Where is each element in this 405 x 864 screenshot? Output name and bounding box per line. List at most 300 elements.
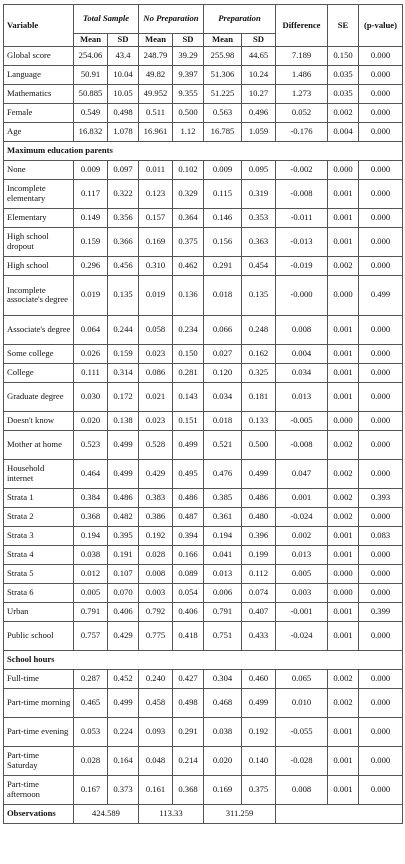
table-cell: 0.000 bbox=[359, 430, 403, 459]
row-label: High school dropout bbox=[4, 227, 74, 256]
table-cell: 0.000 bbox=[359, 621, 403, 650]
table-row bbox=[4, 430, 403, 459]
table-cell: 0.395 bbox=[108, 526, 139, 545]
row-label: Part-time Saturday bbox=[4, 746, 74, 775]
table-row bbox=[4, 507, 403, 526]
row-label: Urban bbox=[4, 602, 74, 621]
table-cell: 0.224 bbox=[108, 717, 139, 746]
table-cell: 0.002 bbox=[328, 488, 359, 507]
table-cell: 254.06 bbox=[74, 46, 108, 65]
table-cell: 0.030 bbox=[74, 382, 108, 411]
table-cell: 0.454 bbox=[242, 256, 276, 275]
row-label: Incomplete elementary bbox=[4, 179, 74, 208]
table-cell: 0.001 bbox=[328, 363, 359, 382]
table-cell: 0.500 bbox=[173, 103, 204, 122]
table-cell: 0.460 bbox=[242, 669, 276, 688]
table-cell: 0.021 bbox=[139, 382, 173, 411]
table-cell: 10.05 bbox=[108, 84, 139, 103]
row-label: Graduate degree bbox=[4, 382, 74, 411]
observations-preparation: 311.259 bbox=[204, 804, 276, 823]
table-cell: 0.028 bbox=[74, 746, 108, 775]
table-cell: 0.112 bbox=[242, 564, 276, 583]
table-cell: 1.273 bbox=[276, 84, 328, 103]
table-cell: 0.169 bbox=[139, 227, 173, 256]
table-cell: 0.162 bbox=[242, 344, 276, 363]
table-cell: 0.133 bbox=[242, 411, 276, 430]
table-cell: 0.140 bbox=[242, 746, 276, 775]
table-row bbox=[4, 583, 403, 602]
table-cell: 0.000 bbox=[359, 227, 403, 256]
table-cell: 0.001 bbox=[328, 717, 359, 746]
table-row bbox=[4, 669, 403, 688]
table-cell: 0.001 bbox=[328, 208, 359, 227]
row-label: Strata 2 bbox=[4, 507, 74, 526]
table-cell: -0.024 bbox=[276, 507, 328, 526]
row-label: Full-time bbox=[4, 669, 74, 688]
table-cell: 0.138 bbox=[108, 411, 139, 430]
table-cell: 0.383 bbox=[139, 488, 173, 507]
table-cell: 0.164 bbox=[108, 746, 139, 775]
table-cell: 0.002 bbox=[328, 430, 359, 459]
table-cell: 0.399 bbox=[359, 602, 403, 621]
table-cell: 0.563 bbox=[204, 103, 242, 122]
table-cell: 0.386 bbox=[139, 507, 173, 526]
table-row bbox=[4, 688, 403, 717]
table-cell: 0.156 bbox=[204, 227, 242, 256]
difference-header: Difference bbox=[276, 5, 328, 47]
table-cell: 0.373 bbox=[108, 775, 139, 804]
table-cell: 0.001 bbox=[328, 602, 359, 621]
table-cell: 0.792 bbox=[139, 602, 173, 621]
table-cell: 0.161 bbox=[139, 775, 173, 804]
row-label: Part-time evening bbox=[4, 717, 74, 746]
table-cell: 0.407 bbox=[242, 602, 276, 621]
table-cell: 0.066 bbox=[204, 315, 242, 344]
table-cell: 0.115 bbox=[204, 179, 242, 208]
table-cell: 0.500 bbox=[242, 430, 276, 459]
table-cell: 0.406 bbox=[173, 602, 204, 621]
table-cell: 1.12 bbox=[173, 122, 204, 141]
table-cell: 0.511 bbox=[139, 103, 173, 122]
table-cell: 0.375 bbox=[242, 775, 276, 804]
table-row bbox=[4, 46, 403, 65]
section-header-row bbox=[4, 141, 403, 160]
table-cell: 0.486 bbox=[173, 488, 204, 507]
table-cell: 0.199 bbox=[242, 545, 276, 564]
table-cell: 0.136 bbox=[173, 275, 204, 315]
table-cell: 0.166 bbox=[173, 545, 204, 564]
table-cell: 0.005 bbox=[74, 583, 108, 602]
row-label: Global score bbox=[4, 46, 74, 65]
table-cell: 0.018 bbox=[204, 275, 242, 315]
mean-header: Mean bbox=[204, 34, 242, 47]
table-cell: 9.397 bbox=[173, 65, 204, 84]
header-group-row bbox=[4, 5, 403, 34]
table-cell: -0.176 bbox=[276, 122, 328, 141]
table-cell: 0.002 bbox=[276, 526, 328, 545]
table-cell: -0.055 bbox=[276, 717, 328, 746]
table-cell: 0.325 bbox=[242, 363, 276, 382]
row-label: High school bbox=[4, 256, 74, 275]
table-row bbox=[4, 275, 403, 315]
table-cell: 0.480 bbox=[242, 507, 276, 526]
table-cell: 0.240 bbox=[139, 669, 173, 688]
table-cell: 0.135 bbox=[242, 275, 276, 315]
table-cell: 0.375 bbox=[173, 227, 204, 256]
table-cell: 0.000 bbox=[359, 160, 403, 179]
table-cell: 0.020 bbox=[204, 746, 242, 775]
row-label: Elementary bbox=[4, 208, 74, 227]
row-label: Incomplete associate's degree bbox=[4, 275, 74, 315]
table-cell: 0.001 bbox=[328, 179, 359, 208]
table-cell: 0.123 bbox=[139, 179, 173, 208]
table-cell: 0.498 bbox=[108, 103, 139, 122]
observations-no-preparation: 113.33 bbox=[139, 804, 204, 823]
row-label: Strata 3 bbox=[4, 526, 74, 545]
table-cell: 0.000 bbox=[359, 179, 403, 208]
table-cell: 0.495 bbox=[173, 459, 204, 488]
table-cell: 51.306 bbox=[204, 65, 242, 84]
table-cell: 0.018 bbox=[204, 411, 242, 430]
row-label: Part-time afternoon bbox=[4, 775, 74, 804]
table-cell: 0.427 bbox=[173, 669, 204, 688]
row-label: Strata 6 bbox=[4, 583, 74, 602]
table-cell: 0.192 bbox=[139, 526, 173, 545]
table-cell: 0.353 bbox=[242, 208, 276, 227]
row-label: Female bbox=[4, 103, 74, 122]
table-row bbox=[4, 315, 403, 344]
table-row bbox=[4, 526, 403, 545]
table-cell: -0.013 bbox=[276, 227, 328, 256]
table-cell: 0.054 bbox=[173, 583, 204, 602]
se-header: SE bbox=[328, 5, 359, 47]
table-cell: 0.097 bbox=[108, 160, 139, 179]
table-cell: 0.791 bbox=[204, 602, 242, 621]
table-cell: 0.149 bbox=[74, 208, 108, 227]
table-cell: -0.011 bbox=[276, 208, 328, 227]
table-cell: -0.024 bbox=[276, 621, 328, 650]
table-cell: 0.000 bbox=[359, 459, 403, 488]
sd-header: SD bbox=[108, 34, 139, 47]
table-cell: 0.000 bbox=[359, 208, 403, 227]
section-label: Maximum education parents bbox=[4, 141, 403, 160]
table-cell: 0.001 bbox=[276, 488, 328, 507]
table-row bbox=[4, 621, 403, 650]
table-cell: 0.214 bbox=[173, 746, 204, 775]
table-cell: 0.028 bbox=[139, 545, 173, 564]
table-body bbox=[4, 46, 403, 804]
table-cell: 0.047 bbox=[276, 459, 328, 488]
table-cell: 0.169 bbox=[204, 775, 242, 804]
table-cell: 0.000 bbox=[359, 363, 403, 382]
table-cell: 0.775 bbox=[139, 621, 173, 650]
variable-header: Variable bbox=[4, 5, 74, 47]
table-cell: -0.008 bbox=[276, 430, 328, 459]
table-cell: 0.191 bbox=[108, 545, 139, 564]
table-cell: 0.159 bbox=[74, 227, 108, 256]
table-cell: 7.189 bbox=[276, 46, 328, 65]
table-cell: 248.79 bbox=[139, 46, 173, 65]
table-cell: 0.065 bbox=[276, 669, 328, 688]
no-preparation-header: No Preparation bbox=[139, 5, 204, 34]
table-cell: 0.157 bbox=[139, 208, 173, 227]
table-cell: 0.000 bbox=[359, 507, 403, 526]
table-row bbox=[4, 84, 403, 103]
table-cell: 0.000 bbox=[359, 84, 403, 103]
table-cell: 0.356 bbox=[108, 208, 139, 227]
table-cell: 0.008 bbox=[276, 775, 328, 804]
row-label: College bbox=[4, 363, 74, 382]
table-cell: 0.000 bbox=[328, 564, 359, 583]
table-cell: 0.000 bbox=[359, 411, 403, 430]
table-cell: 0.003 bbox=[139, 583, 173, 602]
table-cell: 0.146 bbox=[204, 208, 242, 227]
table-cell: 0.011 bbox=[139, 160, 173, 179]
table-cell: 0.002 bbox=[328, 103, 359, 122]
table-cell: 0.150 bbox=[173, 344, 204, 363]
row-label: Strata 5 bbox=[4, 564, 74, 583]
table-cell: 0.496 bbox=[242, 103, 276, 122]
observations-total: 424.589 bbox=[74, 804, 139, 823]
row-label: Mathematics bbox=[4, 84, 74, 103]
table-row bbox=[4, 382, 403, 411]
row-label: Age bbox=[4, 122, 74, 141]
table-cell: 16.832 bbox=[74, 122, 108, 141]
table-cell: -0.019 bbox=[276, 256, 328, 275]
table-cell: 0.012 bbox=[74, 564, 108, 583]
row-label: Doesn't know bbox=[4, 411, 74, 430]
table-cell: 0.194 bbox=[74, 526, 108, 545]
table-cell: 0.172 bbox=[108, 382, 139, 411]
table-cell: 0.498 bbox=[173, 688, 204, 717]
table-cell: 0.023 bbox=[139, 344, 173, 363]
table-row bbox=[4, 103, 403, 122]
table-cell: 0.070 bbox=[108, 583, 139, 602]
table-cell: 0.000 bbox=[359, 103, 403, 122]
table-cell: 0.089 bbox=[173, 564, 204, 583]
table-cell: 0.002 bbox=[328, 507, 359, 526]
table-cell: 0.023 bbox=[139, 411, 173, 430]
table-cell: 0.000 bbox=[359, 46, 403, 65]
table-cell: 0.006 bbox=[204, 583, 242, 602]
table-cell: 0.004 bbox=[276, 344, 328, 363]
table-cell: 0.433 bbox=[242, 621, 276, 650]
table-cell: 0.095 bbox=[242, 160, 276, 179]
table-cell: 0.038 bbox=[74, 545, 108, 564]
table-cell: 0.052 bbox=[276, 103, 328, 122]
table-cell: 0.291 bbox=[204, 256, 242, 275]
table-cell: 0.010 bbox=[276, 688, 328, 717]
table-cell: 0.041 bbox=[204, 545, 242, 564]
table-cell: 0.002 bbox=[328, 459, 359, 488]
table-cell: 0.482 bbox=[108, 507, 139, 526]
table-cell: 0.757 bbox=[74, 621, 108, 650]
table-cell: 0.361 bbox=[204, 507, 242, 526]
table-cell: 0.476 bbox=[204, 459, 242, 488]
table-row bbox=[4, 344, 403, 363]
table-cell: 0.314 bbox=[108, 363, 139, 382]
table-cell: 0.000 bbox=[359, 65, 403, 84]
table-cell: 0.499 bbox=[242, 459, 276, 488]
table-cell: 0.002 bbox=[328, 669, 359, 688]
table-row bbox=[4, 488, 403, 507]
table-cell: 0.000 bbox=[328, 160, 359, 179]
row-label: None bbox=[4, 160, 74, 179]
table-row bbox=[4, 775, 403, 804]
table-cell: 0.000 bbox=[328, 411, 359, 430]
table-cell: 0.364 bbox=[173, 208, 204, 227]
table-row bbox=[4, 459, 403, 488]
table-cell: 0.058 bbox=[139, 315, 173, 344]
table-cell: 0.000 bbox=[359, 669, 403, 688]
table-cell: 0.009 bbox=[204, 160, 242, 179]
table-cell: 0.001 bbox=[328, 775, 359, 804]
section-label: School hours bbox=[4, 650, 403, 669]
table-row bbox=[4, 65, 403, 84]
table-row bbox=[4, 602, 403, 621]
row-label: Household internet bbox=[4, 459, 74, 488]
table-cell: 0.002 bbox=[328, 256, 359, 275]
table-cell: 0.281 bbox=[173, 363, 204, 382]
table-cell: 0.322 bbox=[108, 179, 139, 208]
table-cell: 0.000 bbox=[359, 688, 403, 717]
table-cell: 0.000 bbox=[359, 583, 403, 602]
table-cell: 0.001 bbox=[328, 545, 359, 564]
table-cell: 0.465 bbox=[74, 688, 108, 717]
table-cell: 0.035 bbox=[328, 65, 359, 84]
table-cell: 0.027 bbox=[204, 344, 242, 363]
table-wrapper bbox=[3, 4, 402, 824]
table-cell: 0.001 bbox=[328, 621, 359, 650]
table-row bbox=[4, 179, 403, 208]
row-label: Mother at home bbox=[4, 430, 74, 459]
table-row bbox=[4, 160, 403, 179]
table-cell: 0.499 bbox=[108, 430, 139, 459]
table-cell: 10.27 bbox=[242, 84, 276, 103]
table-cell: 0.487 bbox=[173, 507, 204, 526]
table-cell: 0.396 bbox=[242, 526, 276, 545]
table-cell: 0.192 bbox=[242, 717, 276, 746]
table-cell: 0.418 bbox=[173, 621, 204, 650]
table-cell: -0.002 bbox=[276, 160, 328, 179]
table-cell: 0.499 bbox=[359, 275, 403, 315]
table-cell: 50.91 bbox=[74, 65, 108, 84]
table-cell: 44.65 bbox=[242, 46, 276, 65]
table-cell: 0.000 bbox=[359, 746, 403, 775]
table-cell: 0.001 bbox=[328, 227, 359, 256]
table-cell: 0.004 bbox=[328, 122, 359, 141]
table-cell: 0.363 bbox=[242, 227, 276, 256]
table-cell: 10.24 bbox=[242, 65, 276, 84]
table-cell: 0.074 bbox=[242, 583, 276, 602]
table-row bbox=[4, 227, 403, 256]
row-label: Some college bbox=[4, 344, 74, 363]
table-cell: 0.013 bbox=[204, 564, 242, 583]
table-cell: 0.368 bbox=[173, 775, 204, 804]
table-cell: 0.000 bbox=[359, 775, 403, 804]
table-cell: 0.086 bbox=[139, 363, 173, 382]
table-cell: 0.393 bbox=[359, 488, 403, 507]
mean-header: Mean bbox=[139, 34, 173, 47]
table-cell: 0.000 bbox=[359, 545, 403, 564]
row-label: Public school bbox=[4, 621, 74, 650]
table-cell: 0.143 bbox=[173, 382, 204, 411]
row-label: Strata 1 bbox=[4, 488, 74, 507]
table-cell: 0.035 bbox=[328, 84, 359, 103]
section-header-row bbox=[4, 650, 403, 669]
table-cell: 0.150 bbox=[328, 46, 359, 65]
table-cell: 0.287 bbox=[74, 669, 108, 688]
table-cell: 0.234 bbox=[173, 315, 204, 344]
table-cell: 0.034 bbox=[204, 382, 242, 411]
table-cell: 0.384 bbox=[74, 488, 108, 507]
table-cell: 0.013 bbox=[276, 545, 328, 564]
table-cell: 16.785 bbox=[204, 122, 242, 141]
table-cell: 0.159 bbox=[108, 344, 139, 363]
table-row bbox=[4, 208, 403, 227]
table-cell: 0.000 bbox=[359, 122, 403, 141]
table-cell: 0.499 bbox=[173, 430, 204, 459]
table-row bbox=[4, 564, 403, 583]
table-cell: 0.458 bbox=[139, 688, 173, 717]
table-cell: 0.523 bbox=[74, 430, 108, 459]
table-cell: 51.225 bbox=[204, 84, 242, 103]
table-cell: -0.005 bbox=[276, 411, 328, 430]
table-cell: 0.020 bbox=[74, 411, 108, 430]
table-cell: -0.008 bbox=[276, 179, 328, 208]
table-cell: 0.304 bbox=[204, 669, 242, 688]
table-cell: 0.003 bbox=[276, 583, 328, 602]
summary-statistics-table bbox=[3, 4, 403, 824]
table-cell: 0.019 bbox=[139, 275, 173, 315]
sd-header: SD bbox=[173, 34, 204, 47]
table-cell: 0.499 bbox=[242, 688, 276, 717]
row-label: Associate's degree bbox=[4, 315, 74, 344]
row-label: Strata 4 bbox=[4, 545, 74, 564]
table-cell: 50.885 bbox=[74, 84, 108, 103]
row-label: Language bbox=[4, 65, 74, 84]
table-row bbox=[4, 256, 403, 275]
table-cell: 0.001 bbox=[328, 746, 359, 775]
table-cell: 0.468 bbox=[204, 688, 242, 717]
table-cell: -0.000 bbox=[276, 275, 328, 315]
table-cell: -0.001 bbox=[276, 602, 328, 621]
table-cell: 0.107 bbox=[108, 564, 139, 583]
table-cell: 0.009 bbox=[74, 160, 108, 179]
table-cell: 0.120 bbox=[204, 363, 242, 382]
table-cell: 0.083 bbox=[359, 526, 403, 545]
table-cell: 0.000 bbox=[328, 275, 359, 315]
table-cell: 49.82 bbox=[139, 65, 173, 84]
table-cell: 1.059 bbox=[242, 122, 276, 141]
table-cell: 0.429 bbox=[108, 621, 139, 650]
table-row bbox=[4, 363, 403, 382]
table-cell: 0.310 bbox=[139, 256, 173, 275]
table-cell: 10.04 bbox=[108, 65, 139, 84]
table-cell: 0.000 bbox=[359, 382, 403, 411]
table-cell: 0.026 bbox=[74, 344, 108, 363]
table-cell: 0.394 bbox=[173, 526, 204, 545]
table-cell: 0.194 bbox=[204, 526, 242, 545]
table-cell: 0.005 bbox=[276, 564, 328, 583]
mean-header: Mean bbox=[74, 34, 108, 47]
table-cell: 0.329 bbox=[173, 179, 204, 208]
table-cell: 0.366 bbox=[108, 227, 139, 256]
table-cell: 0.486 bbox=[242, 488, 276, 507]
table-cell: 0.319 bbox=[242, 179, 276, 208]
table-row bbox=[4, 746, 403, 775]
table-cell: 9.355 bbox=[173, 84, 204, 103]
